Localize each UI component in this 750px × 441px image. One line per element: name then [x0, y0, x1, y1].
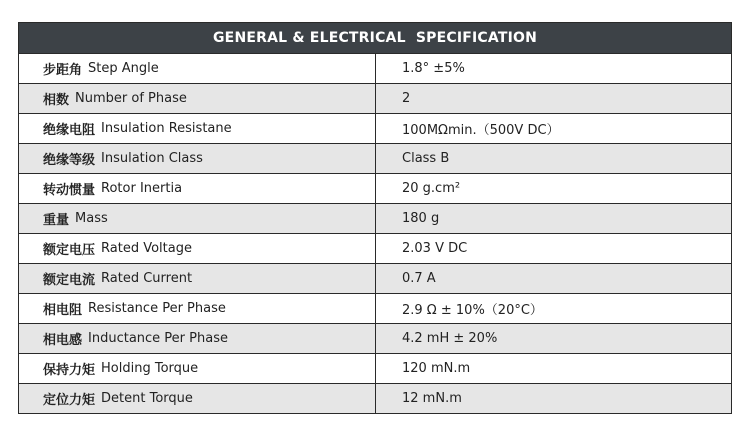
table-row-rated-voltage — [19, 233, 731, 263]
table-row-step-angle — [19, 53, 731, 83]
table-header: GENERAL & ELECTRICAL SPECIFICATION — [19, 23, 731, 53]
row-value: 2.9 Ω ± 10%（20°C） — [376, 294, 731, 323]
label-en: Insulation Class — [101, 151, 203, 166]
label-en: Rated Current — [101, 271, 193, 286]
row-value: 1.8° ±5% — [376, 54, 731, 83]
row-value: 2.03 V DC — [376, 234, 731, 263]
row-label — [19, 354, 376, 383]
label-zh: 额定电流 — [43, 273, 96, 288]
label-en: Step Angle — [88, 61, 159, 76]
row-label — [19, 294, 376, 323]
label-zh: 保持力矩 — [43, 363, 96, 378]
table-row-resistance-per-phase — [19, 293, 731, 323]
row-label — [19, 234, 376, 263]
row-value: 12 mN.m — [376, 384, 731, 413]
label-zh: 绝缘电阻 — [43, 123, 96, 138]
table-row-insulation-resistance — [19, 113, 731, 143]
row-label — [19, 204, 376, 233]
table-row-detent-torque — [19, 383, 731, 413]
label-en: Mass — [75, 211, 108, 226]
label-zh: 相电感 — [43, 333, 83, 348]
row-value: 180 g — [376, 204, 731, 233]
row-label — [19, 84, 376, 113]
table-row-mass — [19, 203, 731, 233]
row-value: 20 g.cm² — [376, 174, 731, 203]
label-en: Resistance Per Phase — [88, 301, 226, 316]
row-label — [19, 144, 376, 173]
row-value: 4.2 mH ± 20% — [376, 324, 731, 353]
row-label — [19, 384, 376, 413]
row-value: 0.7 A — [376, 264, 731, 293]
table-row-holding-torque — [19, 353, 731, 383]
row-label — [19, 174, 376, 203]
row-value: 2 — [376, 84, 731, 113]
row-label — [19, 114, 376, 143]
row-value: Class B — [376, 144, 731, 173]
row-label — [19, 264, 376, 293]
table-row-number-of-phase — [19, 83, 731, 113]
label-zh: 相数 — [43, 93, 70, 108]
label-zh: 额定电压 — [43, 243, 96, 258]
table-row-inductance-per-phase — [19, 323, 731, 353]
label-zh: 相电阻 — [43, 303, 83, 318]
label-zh: 绝缘等级 — [43, 153, 96, 168]
row-value: 120 mN.m — [376, 354, 731, 383]
label-en: Rotor Inertia — [101, 181, 183, 196]
label-zh: 步距角 — [43, 63, 83, 78]
label-zh: 重量 — [43, 213, 70, 228]
label-en: Inductance Per Phase — [88, 331, 228, 346]
label-en: Rated Voltage — [101, 241, 192, 256]
label-en: Insulation Resistane — [101, 121, 232, 136]
row-label — [19, 324, 376, 353]
label-en: Holding Torque — [101, 361, 199, 376]
label-zh: 转动惯量 — [43, 183, 96, 198]
label-zh: 定位力矩 — [43, 393, 96, 408]
table-row-rated-current — [19, 263, 731, 293]
label-en: Number of Phase — [75, 91, 187, 106]
spec-table — [18, 22, 732, 414]
table-row-rotor-inertia — [19, 173, 731, 203]
row-value: 100MΩmin.（500V DC） — [376, 114, 731, 143]
row-label — [19, 54, 376, 83]
label-en: Detent Torque — [101, 391, 193, 406]
table-row-insulation-class — [19, 143, 731, 173]
